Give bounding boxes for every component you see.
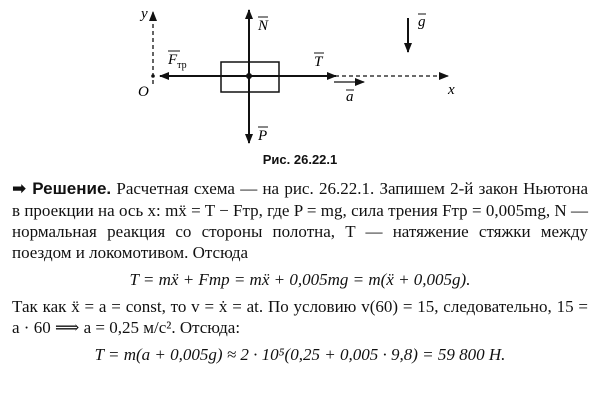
normal-force-label: N — [258, 18, 269, 34]
y-axis-label: y — [141, 6, 148, 22]
paragraph-1 — [12, 178, 588, 263]
x-axis-label: x — [448, 82, 455, 98]
origin-label: O — [138, 84, 149, 100]
origin-point — [151, 74, 155, 78]
weight-label: P — [258, 128, 268, 144]
friction-label — [167, 52, 187, 71]
arrow-right-icon: ➡ — [12, 179, 27, 199]
equation-1: T = mẍ + Fтр = mẍ + 0,005mg = m(ẍ + 0,005g). — [129, 270, 471, 289]
solution-text — [12, 178, 588, 371]
center-point — [246, 73, 252, 79]
figure — [0, 0, 600, 170]
acceleration-label: a — [346, 89, 354, 105]
friction-label-sub: тр — [177, 60, 187, 71]
tension-label: T — [314, 54, 323, 70]
equation-2: T = m(a + 0,005g) ≈ 2 · 10⁵(0,25 + 0,005 · 9,8) = 59 800 Н. — [94, 345, 506, 364]
friction-label-main: F — [168, 52, 178, 68]
gravity-label: g — [418, 14, 426, 30]
figure-caption: Рис. 26.22.1 — [262, 152, 338, 167]
paragraph-1-body: Расчетная схема — на рис. 26.22.1. Запишем 2-й закон Ньютона в проекции на ось x: mẍ = T − Fтр, где P = mg, сила трения Fтр = 0,005mg, N — нормальная реакция со стороны полотна, T — натяжение стяжки между поездом и локомотивом. Отсюда — [12, 179, 589, 262]
solution-heading: Решение. — [32, 179, 112, 198]
paragraph-2: Так как ẍ = a = const, то v = ẋ = at. По условию v(60) = 15, следовательно, 15 = a · 60 ⟹ a = 0,25 м/с². Отсюда: — [12, 297, 588, 337]
force-diagram — [0, 0, 600, 150]
